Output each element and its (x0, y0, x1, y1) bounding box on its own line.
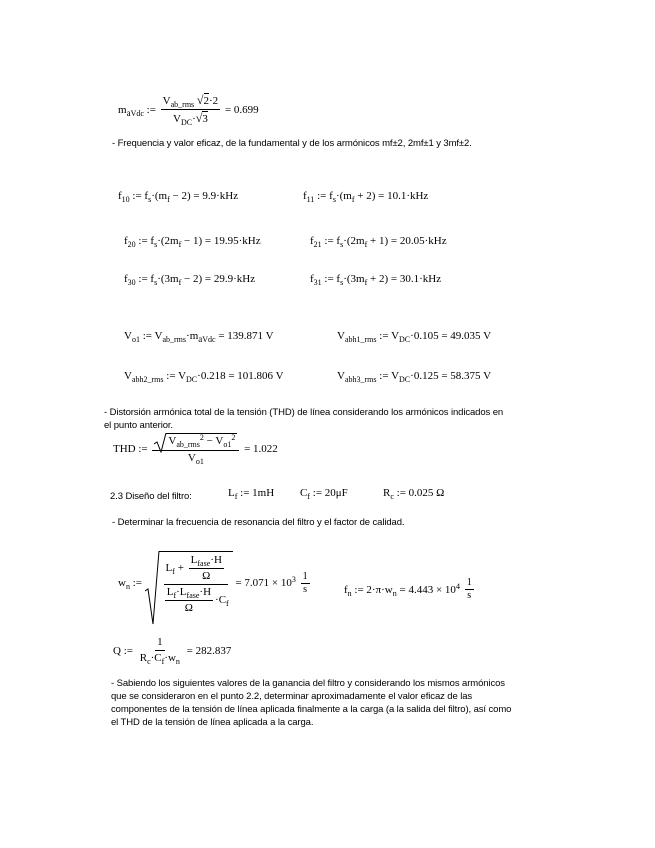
text-thd-intro-2: el punto anterior. (104, 420, 173, 431)
eq-vabh3: $V_{abh3\_rms}$ := $V_{DC}\cdot 0.125 = 58.375$ V (337, 370, 492, 384)
wn-sqrt: $L_f$ + $\frac{L_{fase}\cdot H}{\Omega}$ $\frac{L_f\cdot L_{fase}\cdot H}{\Omega}$ $\cdot C_f$ (145, 551, 233, 615)
eq-q: Q := $\frac{1}{R_c\cdot C_f\cdot w_n}$ = 282.837 (113, 636, 232, 666)
eq-f30: $f_{30}$ := $f_s\cdot(3m_f - 2) = 29.9\cdot kHz$ (124, 273, 256, 287)
eq-cf: $C_f$ := 20μF (300, 487, 348, 501)
eq-f31: $f_{31}$ := $f_s\cdot(3m_f + 2) = 30.1\cdot kHz$ (310, 273, 442, 287)
eq-f11: $f_{11}$ := $f_s\cdot(m_f + 2) = 10.1\cdot kHz$ (303, 190, 429, 204)
text-final-line-2: que se consideraron en el punto 2.2, determinar aproximadamente el valor eficaz de las (111, 691, 473, 702)
text-final-line-3: componentes de la tensión de línea aplicada finalmente a la carga (a la salida del filtro), así como (111, 704, 512, 715)
eq-f10: $f_{10}$ := $f_s\cdot(m_f - 2) = 9.9\cdot kHz$ (118, 190, 239, 204)
thd-sqrt: $V_{ab\_rms}^2 - V_{o1}^2$ (154, 433, 237, 448)
eq-vabh2: $V_{abh2\_rms}$ := $V_{DC}\cdot 0.218 = 101.806$ V (124, 370, 284, 384)
eq-lf: $L_f$ := 1mH (228, 487, 275, 501)
filter-design-heading: 2.3 Diseño del filtro: (110, 491, 192, 502)
text-thd-intro-1: - Distorsión armónica total de la tensión (THD) de línea considerando los armónicos indicados en (104, 407, 504, 418)
eq-wn: $w_n$ := $L_f$ + $\frac{L_{fase}\cdot H}{\Omega}$ $\frac{L_f\cdot L_{fase}\cdot H}{\Omega}$ $\cdot C_f$ = $7.071 \times 10^3$ $\frac{1}{s}$ (118, 551, 312, 615)
eq-rc: $R_c$ := 0.025 Ω (383, 487, 445, 501)
ma-symbol: m (118, 103, 127, 116)
text-final-line-4: el THD de la tensión de línea aplicada a la carga. (111, 717, 314, 728)
eq-vabh1: $V_{abh1\_rms}$ := $V_{DC}\cdot 0.105 = 49.035$ V (337, 330, 492, 344)
text-freq-intro: - Frequencia y valor eficaz, de la fundamental y de los armónicos mf±2, 2mf±1 y 3mf±2. (112, 138, 472, 149)
eq-thd: THD := $\frac{V_{ab\_rms}^2 - V_{o1}^2}{V_{o1}}$ = 1.022 (113, 433, 278, 466)
q-result: = 282.837 (186, 644, 232, 657)
text-final-line-1: - Sabiendo los siguientes valores de la ganancia del filtro y considerando los mismos armónicos (111, 678, 505, 689)
eq-ma-vdc: $m_{aVdc}$ := $\frac{V_{ab\_rms} √2\cdot 2}{V_{DC}\cdot√3}$ = 0.699 (118, 93, 259, 127)
thd-result: = 1.022 (244, 443, 278, 455)
eq-vo1: $V_{o1}$ := $V_{ab\_rms}\cdot m_{aVdc} = 139.871$ V (124, 330, 274, 344)
eq-f20: $f_{20}$ := $f_s\cdot(2m_f - 1) = 19.95\cdot kHz$ (124, 235, 261, 249)
eq-f21: $f_{21}$ := $f_s\cdot(2m_f + 1) = 20.05\cdot kHz$ (310, 235, 447, 249)
ma-vdc-result: = 0.699 (224, 103, 259, 116)
eq-fn: $f_n$ := $2\cdot\pi\cdot w_n = 4.443 \times 10^4$ $\frac{1}{s}$ (344, 577, 472, 601)
sqrt-symbol: √ (196, 93, 204, 107)
text-resonance: - Determinar la frecuencia de resonancia del filtro y el factor de calidad. (112, 517, 405, 528)
